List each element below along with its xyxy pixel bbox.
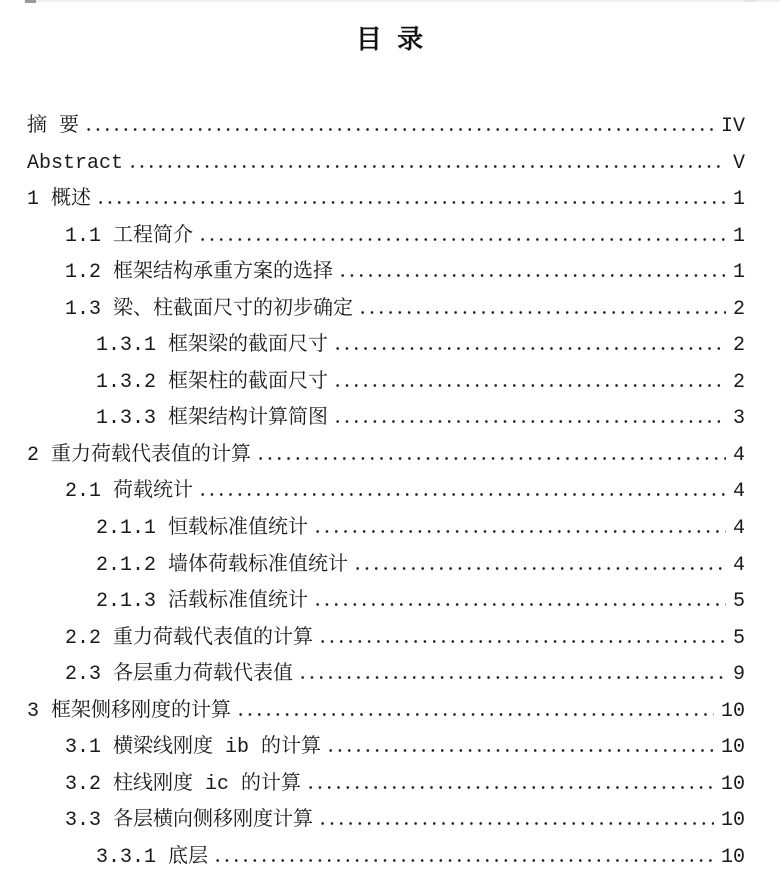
toc-entry-label: 1 概述	[27, 188, 92, 212]
toc-entry	[27, 767, 745, 804]
toc-entry-label: 2.2 重力荷载代表值的计算	[65, 626, 314, 650]
toc-entry-page: 4	[732, 480, 745, 504]
toc-entry	[27, 292, 745, 329]
toc-entry-label: 1.3 梁、柱截面尺寸的初步确定	[65, 297, 354, 321]
toc-entry-page: 10	[720, 772, 745, 796]
toc-entry-label: 3.1 横梁线刚度 ib 的计算	[65, 736, 322, 760]
toc-entry-label: 2.1 荷载统计	[65, 480, 194, 504]
dot-leader	[213, 859, 714, 862]
toc-entry-label: 3.2 柱线刚度 ic 的计算	[65, 772, 302, 796]
toc-entry	[27, 474, 745, 511]
toc-entry-label: 2.1.1 恒载标准值统计	[96, 517, 309, 541]
toc-entry-page: 1	[732, 188, 745, 212]
dot-leader	[353, 567, 726, 570]
toc-entry-label: 3.3 各层横向侧移刚度计算	[65, 809, 314, 833]
scan-artifact-left	[25, 0, 36, 3]
toc-entry-label: 1.3.3 框架结构计算简图	[96, 407, 329, 431]
toc-entry-page: 4	[732, 553, 745, 577]
toc-entry	[27, 803, 745, 840]
toc-entry	[27, 401, 745, 438]
dot-leader	[256, 457, 726, 460]
toc-entry-page: 10	[720, 699, 745, 723]
dot-leader	[313, 530, 726, 533]
toc-entry	[27, 584, 745, 621]
dot-leader	[318, 640, 726, 643]
dot-leader	[128, 165, 726, 168]
toc-entry-page: 2	[732, 297, 745, 321]
toc-entry-label: 1.2 框架结构承重方案的选择	[65, 261, 334, 285]
toc-entry-page: 9	[732, 663, 745, 687]
toc-entry	[27, 328, 745, 365]
dot-leader	[236, 713, 714, 716]
toc-entry-page: 1	[732, 261, 745, 285]
dot-leader	[306, 786, 714, 789]
toc-entry-page: 2	[732, 370, 745, 394]
toc-entry-page: IV	[720, 115, 745, 138]
toc-entry	[27, 694, 745, 731]
toc-entry-label: 2.3 各层重力荷载代表值	[65, 663, 294, 687]
dot-leader	[333, 420, 726, 423]
toc-entry-label: 2 重力荷载代表值的计算	[27, 443, 252, 467]
toc-entry	[27, 548, 745, 585]
dot-leader	[198, 238, 726, 241]
dot-leader	[198, 493, 726, 496]
toc-entry	[27, 255, 745, 292]
toc-entry	[27, 621, 745, 658]
scan-artifact-line	[24, 0, 780, 2]
toc-entry-label: 1.3.2 框架柱的截面尺寸	[96, 370, 329, 394]
toc-entry-page: 2	[732, 334, 745, 358]
toc-entry-label: 3.3.1 底层	[96, 845, 209, 869]
dot-leader	[333, 384, 726, 387]
dot-leader	[313, 603, 726, 606]
dot-leader	[333, 347, 726, 350]
toc-entry-page: V	[732, 151, 745, 175]
dot-leader	[318, 822, 714, 825]
toc-list	[27, 109, 745, 876]
dot-leader	[338, 274, 726, 277]
toc-entry	[27, 146, 745, 183]
toc-entry-page: 3	[732, 407, 745, 431]
toc-entry-label: Abstract	[27, 151, 124, 175]
toc-entry-page: 10	[720, 809, 745, 833]
dot-leader	[84, 128, 714, 131]
dot-leader	[358, 311, 726, 314]
scan-artifact-right	[745, 0, 756, 2]
toc-entry-label: 3 框架侧移刚度的计算	[27, 699, 232, 723]
dot-leader	[298, 676, 726, 679]
toc-entry	[27, 438, 745, 475]
toc-entry	[27, 219, 745, 256]
toc-entry	[27, 365, 745, 402]
toc-entry-label: 1.1 工程简介	[65, 224, 194, 248]
toc-entry-label: 摘 要	[27, 115, 80, 138]
toc-entry	[27, 657, 745, 694]
toc-entry	[27, 840, 745, 877]
toc-entry-page: 4	[732, 517, 745, 541]
toc-entry-label: 2.1.2 墙体荷载标准值统计	[96, 553, 349, 577]
toc-entry	[27, 511, 745, 548]
page-title: 目 录	[355, 24, 425, 54]
toc-entry-page: 5	[732, 626, 745, 650]
toc-entry-page: 4	[732, 443, 745, 467]
toc-entry	[27, 109, 745, 146]
dot-leader	[96, 201, 726, 204]
toc-entry	[27, 182, 745, 219]
toc-entry-page: 5	[732, 590, 745, 614]
dot-leader	[326, 749, 714, 752]
toc-entry-label: 2.1.3 活载标准值统计	[96, 590, 309, 614]
toc-entry-page: 10	[720, 845, 745, 869]
toc-entry	[27, 730, 745, 767]
toc-entry-page: 1	[732, 224, 745, 248]
toc-entry-page: 10	[720, 736, 745, 760]
toc-entry-label: 1.3.1 框架梁的截面尺寸	[96, 334, 329, 358]
